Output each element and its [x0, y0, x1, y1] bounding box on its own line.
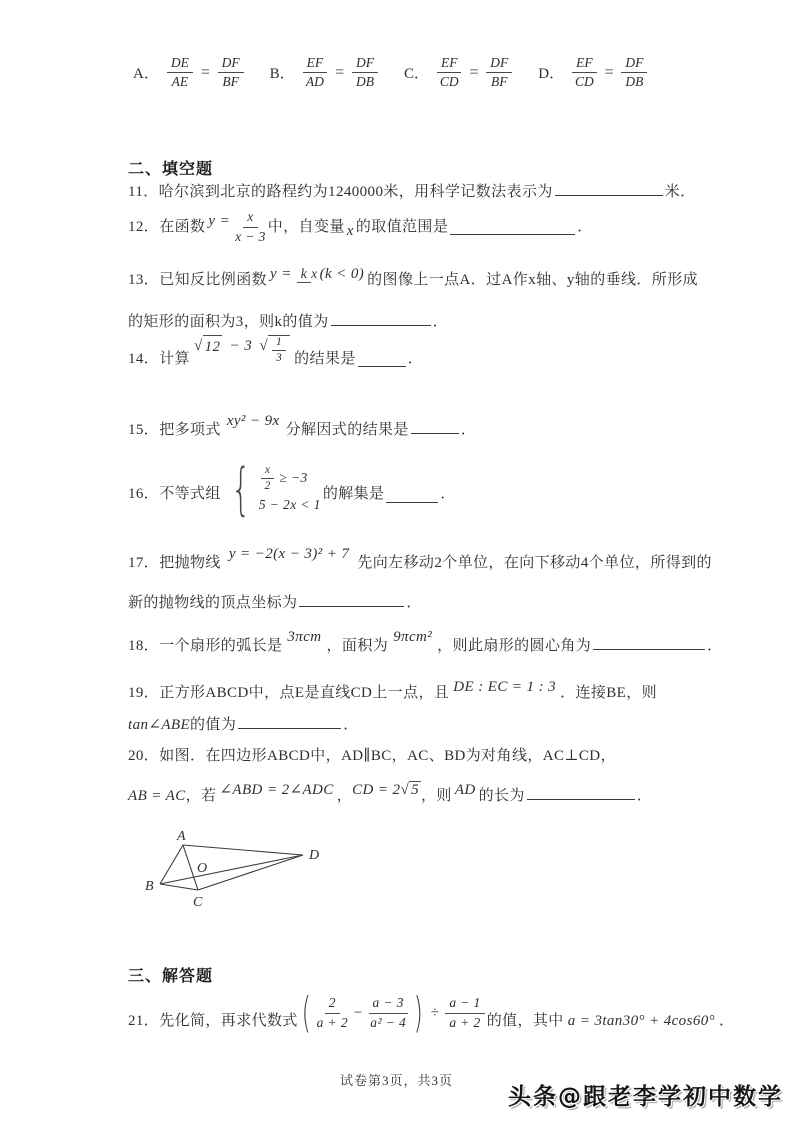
q20-ad: AD [454, 781, 476, 798]
q13-line1 [128, 258, 698, 302]
fraction: $\frac{DF}{BF}$ [486, 55, 512, 90]
option-b-label: B． [269, 66, 295, 83]
q12-pre: 12．在函数 [128, 218, 206, 235]
q17-answer-blank [299, 591, 404, 607]
fraction: $\frac{DF}{BF}$ [218, 55, 244, 90]
quadrilateral-figure [140, 828, 350, 918]
q21-post: 的值，其中 [486, 1012, 564, 1029]
q18-post: ，则此扇形的圆心角为 [437, 638, 592, 654]
q15-answer-blank [411, 418, 459, 434]
point-label-o: O [197, 861, 208, 876]
open-paren: ( [301, 988, 311, 1038]
fraction: $\frac{DE}{AE}$ [167, 55, 193, 90]
q14-post: 的结果是 [294, 350, 356, 367]
equals-sign: = [199, 63, 211, 81]
q12-answer-blank [450, 219, 575, 235]
section-heading-fill-in: 二、填空题 [128, 161, 214, 178]
fraction: $\frac{EF}{CD}$ [572, 55, 597, 90]
q19-period: ． [343, 716, 359, 733]
page-footer: 试卷第3页，共3页 [339, 1073, 453, 1088]
q14-expression [194, 335, 290, 364]
q21-minus: − [352, 1004, 364, 1021]
q14-period: ． [407, 350, 424, 367]
q17-expression: y = −2(x − 3)² + 7 [228, 546, 350, 562]
q19-ratio: DE : EC = 1 : 3 [453, 679, 557, 695]
q12-post: 的取值范围是 [355, 218, 449, 235]
fraction: $\frac{x}{2}$ [261, 464, 275, 492]
q17-mid: 先向左移动2个单位，在向下移动4个单位，所得到的 [357, 555, 712, 571]
q20-mid2: ， [336, 787, 353, 804]
segment-BC [160, 884, 198, 890]
q15-pre: 15．把多项式 [128, 422, 221, 438]
q19-line2 [128, 713, 657, 737]
q11-text: 11．哈尔滨到北京的路程约为1240000米，用科学记数法表示为 [128, 184, 553, 200]
choice-options-row [133, 55, 649, 90]
q16-post: 的解集是 [322, 485, 385, 502]
segment-AC [183, 845, 198, 890]
q15-post: 分解因式的结果是 [285, 422, 409, 438]
question-15 [128, 413, 477, 442]
question-20 [128, 745, 652, 807]
q16-row1 [259, 464, 321, 492]
q20-post: 的长为 [478, 787, 525, 804]
q20-cd-equals: CD = 2 [352, 781, 401, 798]
q16-pre: 16．不等式组 [128, 485, 221, 502]
q12-mid: 中，自变量 [267, 218, 345, 235]
segment-CD [198, 855, 303, 890]
q17-line1 [128, 546, 712, 575]
fraction: $\frac{EF}{AD}$ [303, 55, 328, 90]
q18-mid: ，面积为 [326, 638, 389, 654]
q13-answer-blank [331, 310, 431, 326]
question-19 [128, 679, 658, 736]
question-21 [128, 985, 734, 1041]
fraction: $\frac{x}{x - 3}$ [235, 209, 266, 244]
fraction: $\frac{EF}{CD}$ [437, 55, 462, 90]
q17-line2 [128, 591, 712, 615]
question-12 [128, 205, 593, 249]
q20-answer-blank [527, 784, 635, 800]
q16-answer-blank [386, 487, 438, 503]
question-11 [128, 180, 696, 204]
q14-minus-3: − 3 [229, 338, 253, 355]
q19-answer-blank [238, 713, 341, 729]
q19-line1 [128, 679, 658, 705]
question-17 [128, 546, 712, 614]
option-d [538, 55, 649, 90]
option-a-label: A． [133, 66, 159, 83]
q19-tan-expression: tan∠ABE [128, 716, 191, 733]
q21-pre: 21．先化简，再求代数式 [128, 1012, 298, 1029]
q20-line1: 20．如图．在四边形ABCD中，AD∥BC，AC、BD为对角线，AC⊥CD， [128, 748, 616, 764]
q16-inequality-system [223, 456, 321, 522]
q20-angle-relation: ∠ABD = 2∠ADC [219, 781, 334, 798]
q13-line2-text: 的矩形的面积为3，则k的值为 [128, 314, 329, 330]
q13-y-equals: y = [270, 265, 292, 282]
q20-mid3: ，则 [421, 787, 452, 804]
fraction: $\frac{2}{a + 2}$ [316, 995, 348, 1030]
fraction: $\frac{DF}{DB}$ [621, 55, 647, 90]
fraction: $\frac{DF}{DB}$ [352, 55, 378, 90]
question-18 [128, 629, 723, 658]
q16-row1-rest: ≥ −3 [279, 470, 308, 486]
q14-pre: 14．计算 [128, 350, 191, 367]
q18-answer-blank [593, 634, 705, 650]
q18-pre: 18．一个扇形的弧长是 [128, 638, 283, 654]
q15-expression: xy² − 9x [226, 413, 280, 429]
q18-period: ． [707, 638, 723, 654]
radical-one-third: √ $\frac{1}{3}$ [259, 335, 290, 364]
q11-answer-blank [555, 180, 663, 196]
q15-period: ． [460, 422, 477, 438]
radical-5: √ 5 [400, 781, 420, 798]
q12-y-equals: y = [208, 212, 231, 229]
equals-sign: = [468, 63, 480, 81]
q13-condition: (k < 0) [319, 265, 365, 282]
q20-mid1: ，若 [185, 787, 217, 804]
option-c [404, 55, 514, 90]
fraction: $\frac{a - 3}{\text{a² − 4}}$ [370, 995, 407, 1030]
q20-ab-equals-ac: AB = AC [128, 787, 186, 804]
q13-mid: 的图像上一点A．过A作x轴、y轴的垂线．所形成 [367, 271, 699, 288]
q19-line2-post: 的值为 [190, 716, 237, 733]
fraction: $\frac{a - 1}{a + 2}$ [445, 995, 484, 1030]
division-sign: ÷ [430, 1004, 440, 1021]
question-14 [128, 336, 423, 382]
close-paren: ) [413, 988, 423, 1038]
equals-sign: = [603, 63, 615, 81]
vertex-label-b: B [145, 879, 154, 894]
option-b [270, 55, 380, 90]
q18-area: 9πcm² [393, 629, 433, 645]
q13-line2 [128, 310, 698, 334]
q11-suffix: 米． [664, 184, 696, 200]
section-heading-solve: 三、解答题 [128, 968, 214, 985]
equals-sign: = [334, 63, 345, 81]
q17-line2-text: 新的抛物线的顶点坐标为 [128, 594, 298, 611]
question-16 [128, 455, 456, 522]
q21-period: ． [719, 1012, 735, 1029]
q16-row2: 5 − 2x < 1 [258, 496, 321, 512]
radical-12: √ 12 [194, 335, 222, 359]
vertex-label-d: D [309, 848, 320, 863]
segment-BD [160, 855, 303, 884]
brace-symbol: { [230, 456, 251, 522]
fraction: k x [297, 266, 318, 282]
q17-pre: 17．把抛物线 [128, 555, 221, 571]
q20-period: ． [636, 787, 653, 804]
q13-period: ． [432, 314, 449, 330]
vertex-label-a: A [177, 829, 186, 844]
q17-period: ． [406, 594, 422, 611]
q13-pre: 13．已知反比例函数 [128, 271, 268, 288]
q18-arc-length: 3πcm [287, 629, 322, 645]
q14-answer-blank [358, 351, 406, 367]
q19-line1-pre: 19．正方形ABCD中，点E是直线CD上一点，且 [128, 685, 450, 701]
segment-AD [183, 845, 303, 855]
option-d-label: D． [538, 66, 565, 83]
q21-condition: a = 3tan30° + 4cos60° [567, 1012, 716, 1029]
q12-period: ． [577, 218, 593, 235]
segment-AB [160, 845, 183, 884]
question-13 [128, 258, 698, 334]
vertex-label-c: C [193, 895, 203, 910]
option-a [133, 55, 246, 90]
q20-line2 [128, 781, 653, 808]
q16-period: ． [440, 485, 456, 502]
q12-variable: x [346, 222, 354, 239]
watermark: 头条@跟老李学初中数学 [508, 1084, 783, 1110]
q19-line1-post: ．连接BE，则 [560, 685, 658, 701]
option-c-label: C． [403, 66, 429, 83]
